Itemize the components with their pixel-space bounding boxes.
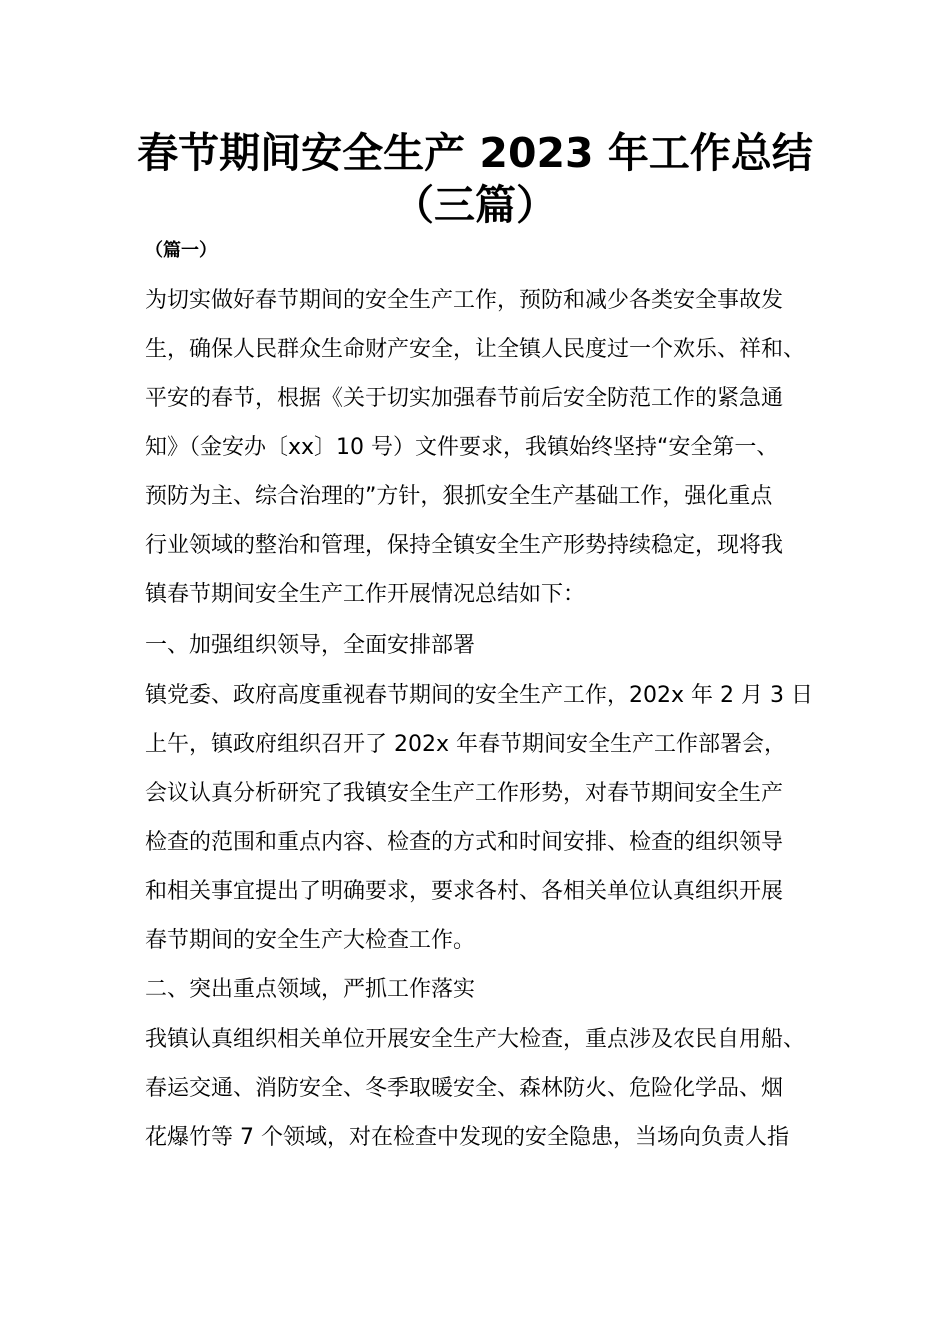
document-title-line-1: 春节期间安全生产 2023 年工作总结 (137, 129, 813, 177)
document-title-line-2: （三篇） (393, 181, 557, 229)
body-line: 镇党委、政府高度重视春节期间的安全生产工作，202x 年 2 月 3 日 (145, 683, 813, 708)
body-line: 上午，镇政府组织召开了 202x 年春节期间安全生产工作部署会， (145, 732, 786, 757)
body-line: 检查的范围和重点内容、检查的方式和时间安排、检查的组织领导 (145, 830, 784, 855)
body-line: 春运交通、消防安全、冬季取暖安全、森林防火、危险化学品、烟 (145, 1076, 784, 1101)
section-label: （篇一） (145, 240, 217, 261)
body-line: 为切实做好春节期间的安全生产工作，预防和减少各类安全事故发 (145, 288, 784, 313)
body-line: 会议认真分析研究了我镇安全生产工作形势，对春节期间安全生产 (145, 781, 784, 806)
body-line: 生，确保人民群众生命财产安全，让全镇人民度过一个欢乐、祥和、 (145, 337, 806, 362)
body-line: 花爆竹等 7 个领域，对在检查中发现的安全隐患，当场向负责人指 (145, 1125, 789, 1150)
body-line: 知》（金安办〔xx〕10 号）文件要求，我镇始终坚持“安全第一、 (145, 435, 779, 460)
body-line: 和相关事宜提出了明确要求，要求各村、各相关单位认真组织开展 (145, 879, 784, 904)
body-line: 平安的春节，根据《关于切实加强春节前后安全防范工作的紧急通 (145, 386, 784, 411)
section-heading: 二、突出重点领域，严抓工作落实 (145, 977, 476, 1002)
section-heading: 一、加强组织领导，全面安排部署 (145, 633, 476, 658)
body-line: 预防为主、综合治理的”方针，狠抓安全生产基础工作，强化重点 (145, 484, 773, 509)
body-line: 我镇认真组织相关单位开展安全生产大检查，重点涉及农民自用船、 (145, 1027, 806, 1052)
body-line: 行业领域的整治和管理，保持全镇安全生产形势持续稳定，现将我 (145, 533, 784, 558)
body-line: 镇春节期间安全生产工作开展情况总结如下： (145, 582, 586, 607)
body-line: 春节期间的安全生产大检查工作。 (145, 928, 476, 953)
